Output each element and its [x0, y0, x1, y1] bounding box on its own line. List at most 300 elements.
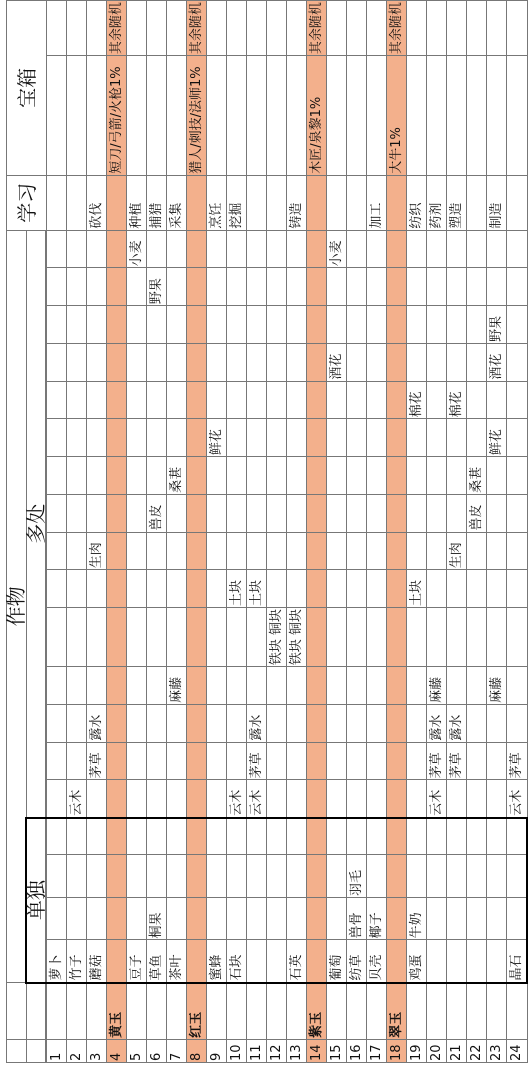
multi-cell: [387, 570, 407, 608]
multi-cell: [127, 780, 147, 818]
chest-other-cell: [227, 1, 247, 56]
multi-cell: [447, 494, 467, 532]
multi-cell: [407, 667, 427, 705]
multi-cell: [287, 704, 307, 742]
multi-cell: [267, 532, 287, 570]
multi-cell: [247, 381, 267, 419]
solo-cell: [47, 855, 67, 898]
group-name: [287, 983, 307, 1040]
learn-cell: [107, 175, 127, 230]
group-name: [167, 983, 187, 1040]
learn-cell: 烹饪: [207, 175, 227, 230]
multi-cell: [287, 419, 307, 457]
multi-cell: [347, 381, 367, 419]
multi-cell: [127, 457, 147, 495]
multi-cell: [247, 608, 267, 667]
multi-cell: [187, 381, 207, 419]
multi-cell: [47, 268, 67, 306]
multi-cell: [427, 570, 447, 608]
solo-cell: 茶叶: [167, 940, 187, 983]
table-row: [207, 1, 227, 1063]
multi-cell: [87, 780, 107, 818]
solo-cell: [387, 855, 407, 898]
chest-cell: [487, 56, 507, 176]
multi-cell: 露水: [427, 704, 447, 742]
multi-cell: [227, 494, 247, 532]
solo-cell: [507, 855, 528, 898]
multi-cell: [147, 306, 167, 344]
multi-cell: 云木: [247, 780, 267, 818]
multi-cell: [107, 532, 127, 570]
multi-cell: [267, 381, 287, 419]
multi-cell: 土块: [407, 570, 427, 608]
solo-cell: 贝壳: [367, 940, 387, 983]
multi-cell: 酒花: [327, 343, 347, 381]
learn-cell: 挖掘: [227, 175, 247, 230]
group-name: [267, 983, 287, 1040]
multi-cell: [67, 570, 87, 608]
multi-cell: 小麦: [127, 230, 147, 268]
solo-cell: [467, 818, 487, 855]
multi-cell: [67, 306, 87, 344]
multi-cell: [507, 306, 528, 344]
multi-cell: [327, 742, 347, 780]
multi-cell: [147, 667, 167, 705]
group-name: [127, 983, 147, 1040]
multi-cell: [227, 268, 247, 306]
chest-cell: 大牛1%: [387, 56, 407, 176]
multi-cell: [147, 419, 167, 457]
multi-cell: [87, 230, 107, 268]
multi-cell: 棉花: [447, 381, 467, 419]
solo-cell: [67, 818, 87, 855]
multi-cell: [227, 667, 247, 705]
solo-cell: [247, 897, 267, 940]
solo-cell: [287, 818, 307, 855]
multi-cell: 露水: [247, 704, 267, 742]
learn-cell: [47, 175, 67, 230]
multi-cell: [187, 268, 207, 306]
solo-cell: [127, 855, 147, 898]
multi-cell: [307, 230, 327, 268]
solo-cell: [167, 855, 187, 898]
solo-cell: 蜜蜂: [207, 940, 227, 983]
group-name: [207, 983, 227, 1040]
multi-cell: [427, 268, 447, 306]
multi-cell: [87, 419, 107, 457]
multi-cell: [307, 742, 327, 780]
multi-cell: [287, 306, 307, 344]
chest-cell: 木匠/泉黎1%: [307, 56, 327, 176]
multi-cell: [147, 742, 167, 780]
solo-cell: [267, 940, 287, 983]
multi-cell: [87, 457, 107, 495]
solo-cell: [347, 818, 367, 855]
multi-cell: [427, 494, 447, 532]
row-number: 5: [127, 1039, 147, 1062]
table-row: [367, 1, 387, 1063]
multi-cell: [47, 381, 67, 419]
multi-cell: [107, 457, 127, 495]
solo-cell: 桐果: [147, 897, 167, 940]
chest-other-cell: [287, 1, 307, 56]
multi-cell: [267, 742, 287, 780]
table-row: [287, 1, 307, 1063]
multi-cell: [407, 457, 427, 495]
multi-cell: [407, 780, 427, 818]
multi-cell: 土块: [247, 570, 267, 608]
multi-cell: [67, 608, 87, 667]
multi-cell: [227, 704, 247, 742]
solo-cell: [227, 897, 247, 940]
multi-cell: [367, 230, 387, 268]
learn-cell: [347, 175, 367, 230]
multi-cell: [407, 532, 427, 570]
multi-cell: [67, 532, 87, 570]
chest-other-cell: [267, 1, 287, 56]
solo-cell: [507, 897, 528, 940]
multi-cell: [307, 494, 327, 532]
group-name: [427, 983, 447, 1040]
multi-cell: [47, 343, 67, 381]
solo-cell: [147, 818, 167, 855]
multi-cell: [247, 494, 267, 532]
multi-cell: [227, 381, 247, 419]
row-number: 10: [227, 1039, 247, 1062]
multi-cell: [387, 306, 407, 344]
solo-cell: [187, 818, 207, 855]
multi-cell: [147, 780, 167, 818]
chest-cell: [227, 56, 247, 176]
solo-cell: 羽毛: [347, 855, 367, 898]
multi-cell: [427, 419, 447, 457]
multi-cell: [227, 742, 247, 780]
multi-cell: [167, 230, 187, 268]
row-number: 14: [307, 1039, 327, 1062]
learn-cell: [327, 175, 347, 230]
multi-cell: [207, 532, 227, 570]
row-number: 19: [407, 1039, 427, 1062]
multi-cell: [187, 742, 207, 780]
multi-cell: [467, 608, 487, 667]
multi-cell: [427, 381, 447, 419]
multi-cell: [107, 608, 127, 667]
multi-cell: [487, 381, 507, 419]
multi-cell: [107, 343, 127, 381]
chest-cell: [247, 56, 267, 176]
chest-cell: [167, 56, 187, 176]
multi-cell: [467, 532, 487, 570]
multi-cell: [327, 570, 347, 608]
multi-cell: [127, 532, 147, 570]
multi-cell: [367, 306, 387, 344]
multi-cell: [507, 457, 528, 495]
chest-other-cell: [87, 1, 107, 56]
multi-cell: [67, 268, 87, 306]
multi-cell: [267, 419, 287, 457]
table-row: [147, 1, 167, 1063]
row-number: 11: [247, 1039, 267, 1062]
solo-cell: [307, 818, 327, 855]
chest-cell: [507, 56, 528, 176]
multi-cell: [447, 306, 467, 344]
multi-cell: [127, 343, 147, 381]
multi-cell: [387, 667, 407, 705]
multi-cell: [107, 780, 127, 818]
multi-cell: [327, 381, 347, 419]
multi-cell: [267, 343, 287, 381]
multi-cell: [467, 742, 487, 780]
solo-cell: [487, 855, 507, 898]
multi-cell: [47, 532, 67, 570]
multi-cell: [307, 268, 327, 306]
solo-cell: 兽骨: [347, 897, 367, 940]
multi-cell: [507, 667, 528, 705]
multi-cell: [167, 419, 187, 457]
multi-cell: [187, 457, 207, 495]
multi-cell: [127, 268, 147, 306]
multi-cell: [387, 742, 407, 780]
multi-cell: 云木: [227, 780, 247, 818]
solo-cell: [207, 818, 227, 855]
solo-cell: [147, 855, 167, 898]
table-row: [347, 1, 367, 1063]
multi-cell: [367, 780, 387, 818]
multi-cell: [487, 268, 507, 306]
multi-cell: [447, 780, 467, 818]
row-number: 1: [47, 1039, 67, 1062]
multi-cell: [207, 268, 227, 306]
multi-cell: [467, 570, 487, 608]
chest-cell: [127, 56, 147, 176]
multi-cell: [47, 457, 67, 495]
row-number: 23: [487, 1039, 507, 1062]
multi-cell: [507, 494, 528, 532]
chest-cell: [147, 56, 167, 176]
solo-cell: 草鱼: [147, 940, 167, 983]
solo-cell: 石英: [287, 940, 307, 983]
table-row: [307, 1, 327, 1063]
solo-cell: [487, 940, 507, 983]
multi-cell: [167, 570, 187, 608]
solo-cell: [367, 855, 387, 898]
multi-cell: [107, 667, 127, 705]
multi-cell: [227, 230, 247, 268]
solo-cell: [127, 897, 147, 940]
multi-cell: 野果: [487, 306, 507, 344]
solo-cell: [407, 855, 427, 898]
multi-cell: [67, 494, 87, 532]
multi-cell: [167, 608, 187, 667]
multi-cell: [267, 306, 287, 344]
multi-cell: [387, 343, 407, 381]
row-number: 2: [67, 1039, 87, 1062]
multi-cell: [387, 780, 407, 818]
multi-cell: [67, 419, 87, 457]
multi-cell: [427, 532, 447, 570]
multi-cell: [307, 419, 327, 457]
row-number: 12: [267, 1039, 287, 1062]
multi-cell: [247, 306, 267, 344]
multi-cell: [467, 381, 487, 419]
multi-cell: 铁块 铜块: [267, 608, 287, 667]
multi-cell: [167, 268, 187, 306]
multi-cell: [427, 306, 447, 344]
multi-header: 多处: [26, 230, 46, 818]
multi-cell: [147, 457, 167, 495]
table-row: [187, 1, 207, 1063]
multi-cell: [327, 532, 347, 570]
multi-cell: [67, 230, 87, 268]
multi-cell: 生肉: [87, 532, 107, 570]
multi-cell: [367, 742, 387, 780]
group-name: [87, 983, 107, 1040]
multi-cell: [47, 704, 67, 742]
multi-cell: 茅草: [247, 742, 267, 780]
learn-cell: 捕猎: [147, 175, 167, 230]
group-name: [367, 983, 387, 1040]
multi-cell: [447, 457, 467, 495]
chest-other-cell: [467, 1, 487, 56]
multi-cell: [227, 419, 247, 457]
multi-cell: [407, 306, 427, 344]
multi-cell: [507, 532, 528, 570]
chest-cell: [87, 56, 107, 176]
multi-cell: [47, 306, 67, 344]
multi-cell: 桑葚: [467, 457, 487, 495]
multi-cell: [407, 608, 427, 667]
solo-cell: [207, 855, 227, 898]
solo-cell: [167, 897, 187, 940]
multi-cell: [287, 268, 307, 306]
group-name: [467, 983, 487, 1040]
solo-cell: [167, 818, 187, 855]
multi-cell: [187, 608, 207, 667]
learn-cell: [187, 175, 207, 230]
multi-cell: [207, 704, 227, 742]
multi-cell: [367, 494, 387, 532]
multi-cell: 云木: [427, 780, 447, 818]
crops-header: 作物: [7, 230, 27, 982]
multi-cell: [167, 780, 187, 818]
multi-cell: [427, 608, 447, 667]
multi-cell: [167, 306, 187, 344]
multi-cell: [327, 419, 347, 457]
row-number: 9: [207, 1039, 227, 1062]
learn-cell: 制造: [487, 175, 507, 230]
learn-cell: [307, 175, 327, 230]
solo-cell: [407, 818, 427, 855]
table-row: [327, 1, 347, 1063]
multi-cell: [87, 667, 107, 705]
multi-cell: [427, 230, 447, 268]
multi-cell: [367, 343, 387, 381]
chest-other-cell: [47, 1, 67, 56]
chest-other-cell: [147, 1, 167, 56]
multi-cell: [327, 667, 347, 705]
multi-cell: [287, 532, 307, 570]
multi-cell: [267, 780, 287, 818]
multi-cell: [147, 343, 167, 381]
solo-cell: [447, 940, 467, 983]
multi-cell: [467, 306, 487, 344]
multi-cell: [207, 230, 227, 268]
multi-cell: [67, 742, 87, 780]
multi-cell: [147, 608, 167, 667]
solo-cell: [507, 818, 528, 855]
multi-cell: [367, 268, 387, 306]
multi-cell: [87, 494, 107, 532]
table-row: [67, 1, 87, 1063]
multi-cell: [87, 381, 107, 419]
multi-cell: [267, 704, 287, 742]
multi-cell: [147, 532, 167, 570]
multi-cell: [207, 570, 227, 608]
multi-cell: [347, 570, 367, 608]
multi-cell: [167, 494, 187, 532]
multi-cell: [87, 268, 107, 306]
solo-cell: [387, 897, 407, 940]
multi-cell: [127, 419, 147, 457]
multi-cell: [207, 381, 227, 419]
multi-cell: [487, 704, 507, 742]
multi-cell: [127, 306, 147, 344]
multi-cell: [47, 570, 67, 608]
multi-cell: [327, 704, 347, 742]
chest-cell: [407, 56, 427, 176]
multi-cell: 茅草: [507, 742, 528, 780]
chest-other-cell: [447, 1, 467, 56]
multi-cell: [387, 608, 407, 667]
multi-cell: [507, 419, 528, 457]
multi-cell: 兽皮: [147, 494, 167, 532]
multi-cell: [487, 608, 507, 667]
group-name: 紫玉: [307, 983, 327, 1040]
multi-cell: [487, 494, 507, 532]
row-number: 15: [327, 1039, 347, 1062]
multi-cell: 茅草: [427, 742, 447, 780]
multi-cell: [507, 268, 528, 306]
multi-cell: [347, 704, 367, 742]
multi-cell: [287, 570, 307, 608]
solo-cell: [247, 940, 267, 983]
multi-cell: [307, 608, 327, 667]
group-name: 翠玉: [387, 983, 407, 1040]
multi-cell: [407, 742, 427, 780]
chest-other-cell: [167, 1, 187, 56]
multi-cell: [467, 268, 487, 306]
multi-cell: [167, 381, 187, 419]
group-name: [327, 983, 347, 1040]
solo-cell: [107, 818, 127, 855]
group-name: [147, 983, 167, 1040]
solo-cell: [227, 855, 247, 898]
group-name: [47, 983, 67, 1040]
learn-cell: [467, 175, 487, 230]
table-row: [507, 1, 528, 1063]
learn-cell: [387, 175, 407, 230]
multi-cell: [447, 570, 467, 608]
chest-other-cell: 其余随机: [307, 1, 327, 56]
multi-cell: [267, 570, 287, 608]
multi-cell: [287, 780, 307, 818]
multi-cell: 露水: [447, 704, 467, 742]
multi-cell: 野果: [147, 268, 167, 306]
solo-header: 单独: [26, 818, 46, 983]
multi-cell: [347, 494, 367, 532]
multi-cell: [387, 494, 407, 532]
table-row: [127, 1, 147, 1063]
